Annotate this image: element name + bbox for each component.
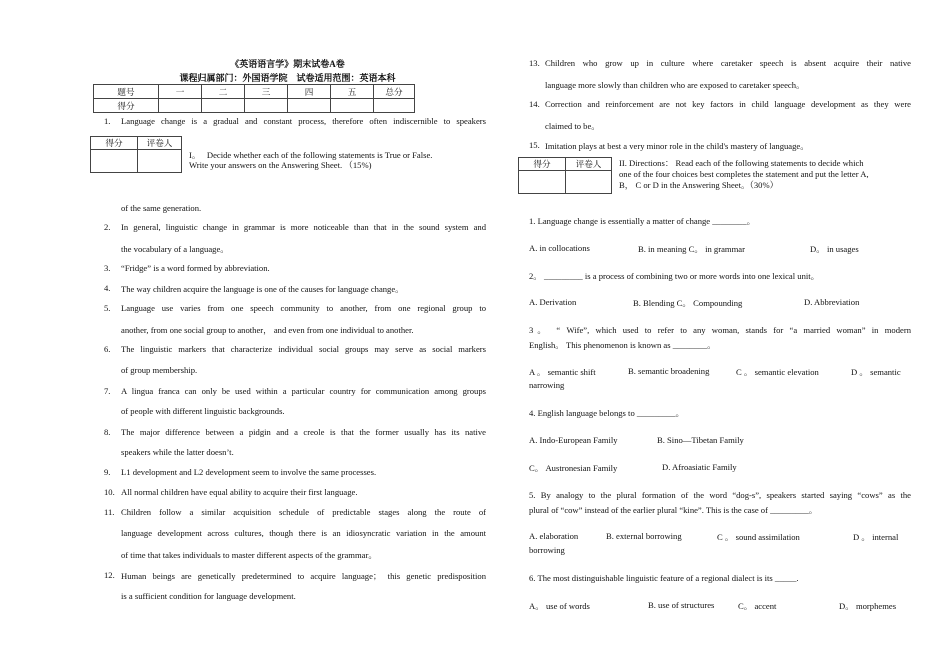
option-a: A. elaboration xyxy=(529,531,579,541)
option-a: A. Indo-European Family xyxy=(529,435,618,445)
item-number: 6. xyxy=(104,344,111,354)
item-number: 1. xyxy=(104,116,111,126)
item-statement-cont: is a sufficient condition for language development. xyxy=(121,591,296,601)
grader-name-label: 评卷人 xyxy=(566,158,612,171)
option-b: B. Sino—Tibetan Family xyxy=(657,435,744,445)
score-cell: 三 xyxy=(245,85,288,99)
item-statement: In general, linguistic change in grammar is more noticeable than that in the sound system and xyxy=(121,222,486,232)
item-statement-cont: of the same generation. xyxy=(121,203,202,213)
option-d: D. Abbreviation xyxy=(804,297,860,307)
option-d: D。 in usages xyxy=(810,244,859,254)
score-cell: 二 xyxy=(202,85,245,99)
section2-instruction-cont2: B， C or D in the Answering Sheet。（30%） xyxy=(619,180,779,190)
section1-grader-box xyxy=(90,136,182,173)
option-d: D 。 semantic xyxy=(851,367,901,377)
score-blank xyxy=(374,99,415,113)
item-statement-cont: of people with different linguistic backgrounds. xyxy=(121,406,285,416)
question-stem: 4. English language belongs to _________。 xyxy=(529,408,685,418)
item-statement: Children who grow up in culture where caretaker speech is absent acquire their native xyxy=(545,58,911,68)
item-statement-cont: claimed to be。 xyxy=(545,121,600,131)
option-b: B. external borrowing xyxy=(606,531,682,541)
option-b: B. use of structures xyxy=(648,600,715,610)
item-number: 11. xyxy=(104,507,115,517)
item-number: 4. xyxy=(104,283,111,293)
exam-subtitle: 课程归属部门：外国语学院 试卷适用范围：英语本科 xyxy=(179,73,396,83)
item-statement: The way children acquire the language is one of the causes for language change。 xyxy=(121,284,404,294)
item-number: 2. xyxy=(104,222,111,232)
question-stem: 6. The most distinguishable linguistic feature of a regional dialect is its _____. xyxy=(529,573,799,583)
option-c: C 。 sound assimilation xyxy=(717,532,800,542)
option-a: A 。 semantic shift xyxy=(529,367,596,377)
question-stem: 5. By analogy to the plural formation of the word “dog-s”, speakers started saying “cows” as the xyxy=(529,490,911,500)
score-row-label: 得分 xyxy=(94,99,159,113)
option-c: C。 accent xyxy=(738,601,777,611)
option-a: A。 use of words xyxy=(529,601,590,611)
item-number: 8. xyxy=(104,427,111,437)
item-statement-cont: of time that takes individuals to master different aspects of the grammar。 xyxy=(121,550,377,560)
item-statement: Human beings are genetically predetermined to acquire language； this genetic predisposition xyxy=(121,571,486,581)
option-b: B. semantic broadening xyxy=(628,366,710,376)
item-statement: The linguistic markers that characterize individual social groups may serve as social markers xyxy=(121,344,486,354)
item-statement: Language use varies from one speech community to another, from one regional group to xyxy=(121,303,486,313)
item-number: 12. xyxy=(104,570,115,580)
grader-blank xyxy=(566,171,612,194)
item-number: 3. xyxy=(104,263,111,273)
option-c: C。 Austronesian Family xyxy=(529,463,618,473)
score-cell: 题号 xyxy=(94,85,159,99)
item-statement: The major difference between a pidgin and a creole is that the former usually has its native xyxy=(121,427,486,437)
item-number: 14. xyxy=(529,99,540,109)
item-statement-cont: the vocabulary of a language。 xyxy=(121,244,229,254)
option-bc: B. Blending C。 Compounding xyxy=(633,298,743,308)
item-statement-cont: language development across cultures, though there is an idiosyncratic variation in the amount xyxy=(121,528,486,538)
score-cell: 四 xyxy=(288,85,331,99)
option-a: A. in collocations xyxy=(529,243,590,253)
question-stem: 2。 _________ is a process of combining two or more words into one lexical unit。 xyxy=(529,271,820,281)
section1-instruction-cont: Write your answers on the Answering Sheet. （15%) xyxy=(189,160,372,170)
score-blank xyxy=(288,99,331,113)
score-cell: 总分 xyxy=(374,85,415,99)
score-table xyxy=(93,84,415,113)
question-stem-cont: English。 This phenomenon is known as ________。 xyxy=(529,340,716,350)
option-c: C 。 semantic elevation xyxy=(736,367,819,377)
item-statement: Language change is a gradual and constant process, therefore often indiscernible to speakers xyxy=(121,116,486,126)
grader-blank xyxy=(138,150,182,173)
score-blank xyxy=(202,99,245,113)
item-statement: Correction and reinforcement are not key factors in child language development as they were xyxy=(545,99,911,109)
section2-instruction: II. Directions： Read each of the following statements to decide which xyxy=(619,158,864,168)
score-blank xyxy=(245,99,288,113)
grader-score-label: 得分 xyxy=(519,158,566,171)
item-number: 10. xyxy=(104,487,115,497)
item-statement: A lingua franca can only be used within a particular country for communication among groups xyxy=(121,386,486,396)
section2-grader-box xyxy=(518,157,612,194)
item-statement-cont: of group membership. xyxy=(121,365,198,375)
option-d-cont: borrowing xyxy=(529,545,565,555)
grader-blank xyxy=(519,171,566,194)
item-statement-cont: language more slowly than children who are exposed to caretaker speech。 xyxy=(545,80,805,90)
item-number: 15. xyxy=(529,140,540,150)
exam-title: 《英语语言学》期末试卷A卷 xyxy=(230,59,345,69)
option-d: D. Afroasiatic Family xyxy=(662,462,737,472)
score-blank xyxy=(331,99,374,113)
grader-name-label: 评卷人 xyxy=(138,137,182,150)
option-d: D。 morphemes xyxy=(839,601,897,611)
option-a: A. Derivation xyxy=(529,297,577,307)
item-statement-cont: another, from one social group to another， and even from one individual to another. xyxy=(121,325,414,335)
score-table-score-row xyxy=(94,99,415,113)
item-number: 5. xyxy=(104,303,111,313)
score-blank xyxy=(159,99,202,113)
item-statement: All normal children have equal ability to acquire their first language. xyxy=(121,487,358,497)
question-stem-cont: plural of “cow” instead of the earlier plural “kine”. This is the case of _________。 xyxy=(529,505,818,515)
item-statement: Children follow a similar acquisition schedule of predictable stages along the route of xyxy=(121,507,486,517)
item-statement-cont: speakers while the latter doesn’t. xyxy=(121,447,234,457)
item-number: 9. xyxy=(104,467,111,477)
section2-instruction-cont: one of the four choices best completes the statement and put the letter A, xyxy=(619,169,869,179)
score-table-header-row xyxy=(94,85,415,99)
grader-blank xyxy=(91,150,138,173)
section1-instruction: I。 Decide whether each of the following statements is True or False. xyxy=(189,150,433,160)
grader-score-label: 得分 xyxy=(91,137,138,150)
item-statement: “Fridge” is a word formed by abbreviation. xyxy=(121,263,270,273)
item-statement: L1 development and L2 development seem to involve the same processes. xyxy=(121,467,377,477)
score-cell: 一 xyxy=(159,85,202,99)
question-stem: 3。 “ Wife”, which used to refer to any woman, stands for “a married woman” in modern xyxy=(529,325,911,335)
option-d-cont: narrowing xyxy=(529,380,565,390)
item-statement: Imitation plays at best a very minor role in the child's mastery of language。 xyxy=(545,141,809,151)
item-number: 13. xyxy=(529,58,540,68)
option-d: D 。 internal xyxy=(853,532,899,542)
item-number: 7. xyxy=(104,386,111,396)
question-stem: 1. Language change is essentially a matter of change ________。 xyxy=(529,216,756,226)
score-cell: 五 xyxy=(331,85,374,99)
option-bc: B. in meaning C。 in grammar xyxy=(638,244,745,254)
